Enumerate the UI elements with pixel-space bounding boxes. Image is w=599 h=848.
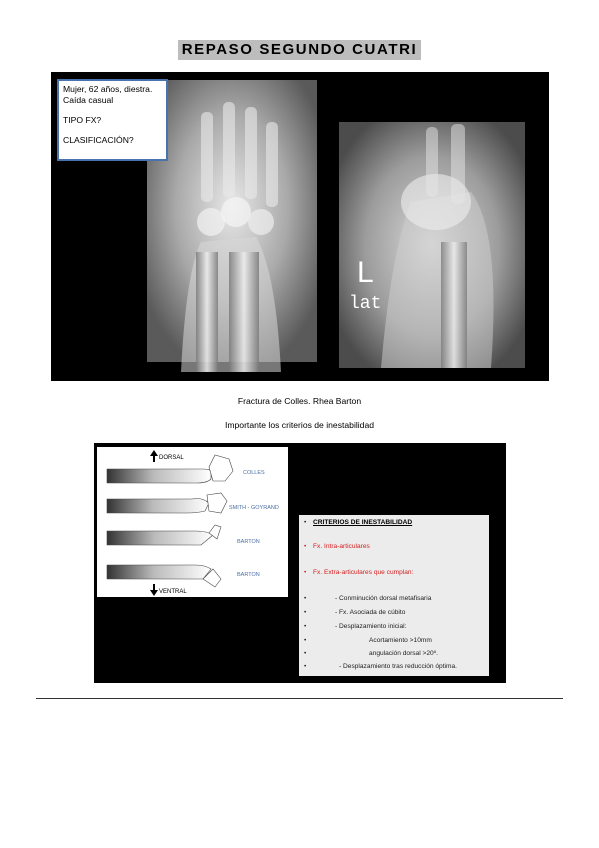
criteria-intra: Fx. Intra-articulares — [313, 543, 370, 550]
fracture-classification-figure — [94, 443, 506, 683]
criteria-item: - Desplazamiento inicial: — [335, 623, 407, 630]
bullet: • — [304, 543, 307, 550]
bone-diagram — [97, 447, 288, 597]
criteria-item: - Fx. Asociada de cúbito — [335, 609, 406, 616]
bullet: • — [304, 623, 307, 630]
case-note — [57, 79, 168, 161]
bone-label-barton-1: BARTON — [237, 539, 260, 545]
bullet: • — [304, 609, 307, 616]
criteria-item: - Conminución dorsal metafisaria — [335, 595, 432, 602]
ventral-label: VENTRAL — [159, 589, 187, 595]
note-patient: Mujer, 62 años, diestra. — [63, 84, 153, 94]
caption-fracture: Fractura de Colles. Rhea Barton — [237, 396, 362, 406]
dorsal-label: DORSAL — [159, 455, 184, 461]
bullet: • — [304, 569, 307, 576]
note-question-type: TIPO FX? — [63, 115, 102, 125]
note-question-class: CLASIFICACIÓN? — [63, 135, 134, 145]
criteria-extra: Fx. Extra-articulares que cumplan: — [313, 569, 414, 576]
instability-criteria-panel — [299, 515, 489, 676]
bullet: • — [304, 595, 307, 602]
note-mechanism: Caída casual — [63, 95, 114, 105]
bullet: • — [304, 519, 307, 526]
criteria-header: CRITERIOS DE INESTABILIDAD — [313, 519, 413, 526]
bone-label-smith: SMITH - GOYRAND — [229, 505, 279, 511]
criteria-item: - Desplazamiento tras reducción óptima. — [339, 663, 458, 670]
bullet: • — [304, 650, 307, 657]
criteria-subitem: angulación dorsal >20º. — [369, 650, 438, 657]
criteria-subitem: Acortamiento >10mm — [369, 637, 432, 644]
bone-label-barton-2: BARTON — [237, 572, 260, 578]
caption-instability: Importante los criterios de inestabilidad — [224, 420, 375, 430]
page-title: REPASO SEGUNDO CUATRI — [178, 40, 421, 60]
side-marker: L — [357, 256, 374, 289]
bullet: • — [304, 663, 307, 670]
bone-diagram-graphic — [97, 447, 288, 597]
bullet: • — [304, 637, 307, 644]
section-divider — [36, 698, 563, 699]
bone-label-colles: COLLES — [243, 470, 265, 476]
view-label: lat — [349, 294, 382, 314]
